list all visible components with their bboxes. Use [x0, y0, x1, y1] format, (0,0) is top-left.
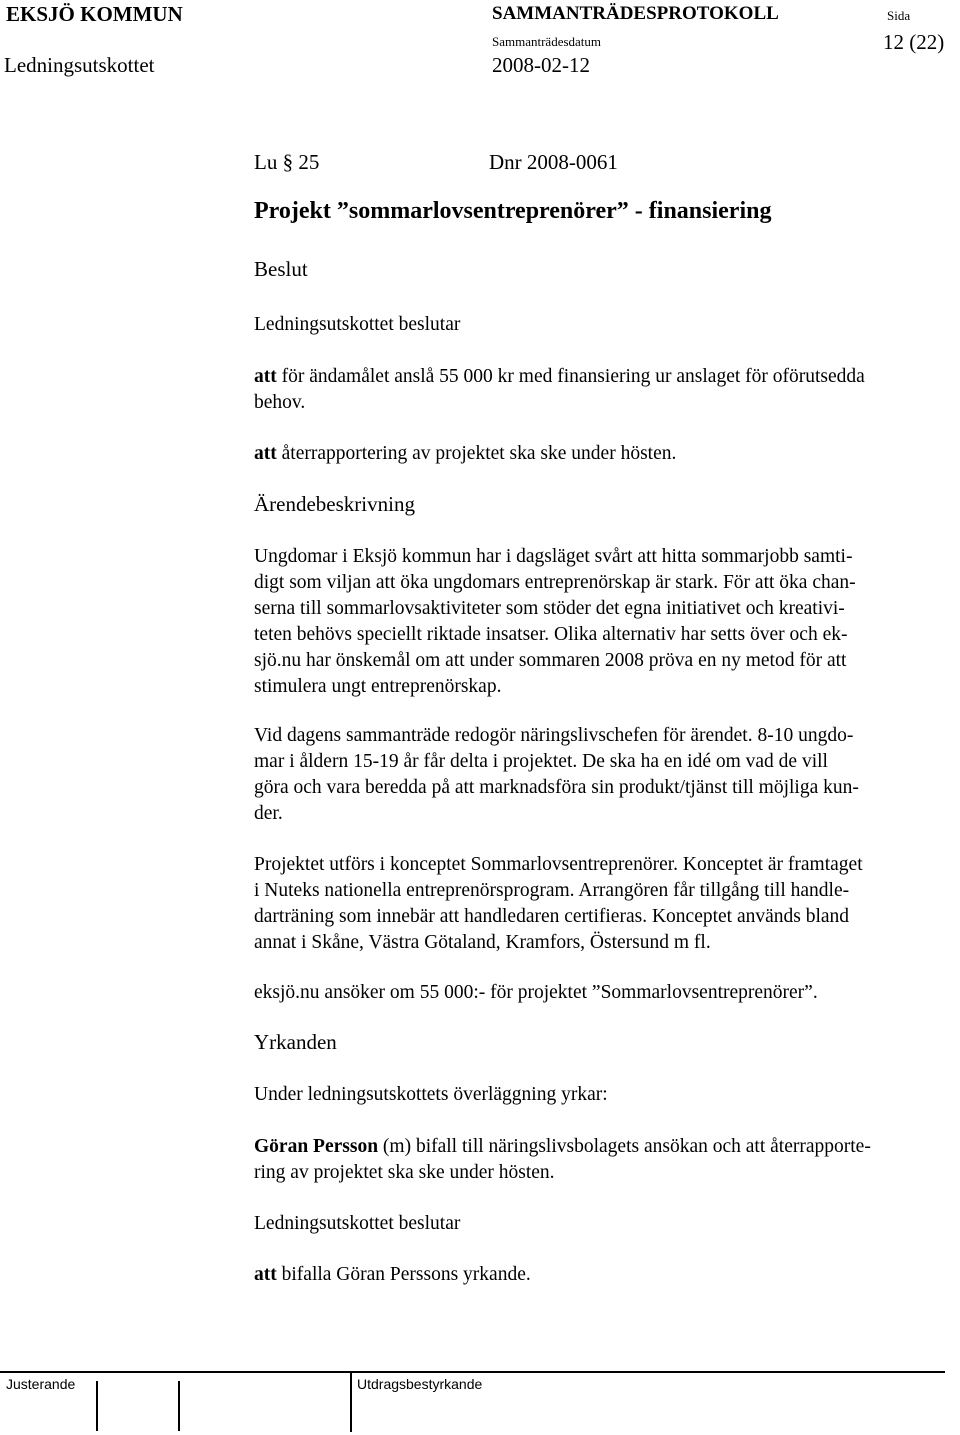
org-name: EKSJÖ KOMMUN	[6, 2, 183, 26]
decision-att-1-line2: behov.	[254, 392, 306, 413]
signature-divider	[178, 1381, 180, 1431]
paragraph-line: teten behövs speciellt riktade insatser. Olika alternativ har setts över och ek-	[254, 624, 848, 645]
claims-intro: Under ledningsutskottets överläggning yrkar:	[254, 1084, 608, 1105]
paragraph-line: serna till sommarlovsaktiviteter som stöder det egna initiativet och kreativi-	[254, 598, 845, 619]
att-word: att	[254, 1264, 277, 1285]
description-paragraph-1	[254, 544, 954, 700]
final-decision-intro: Ledningsutskottet beslutar	[254, 1213, 461, 1234]
final-decision-att	[254, 1262, 531, 1288]
paragraph-line: i Nuteks nationella entreprenörsprogram. Arrangören får tillgång till handle-	[254, 880, 850, 901]
paragraph-line: mar i åldern 15-19 år får delta i projektet. De ska ha en idé om vad de vill	[254, 751, 828, 772]
paragraph-line: digt som viljan att öka ungdomars entreprenörskap är stark. För att öka chan-	[254, 572, 856, 593]
item-title: Projekt ”sommarlovsentreprenörer” - finansiering	[254, 198, 772, 224]
item-number: Lu § 25	[254, 150, 320, 174]
claim-text: (m) bifall till näringslivsbolagets ansökan och att återrapporte-	[378, 1136, 871, 1157]
decision-intro: Ledningsutskottet beslutar	[254, 314, 461, 335]
paragraph-line: Ungdomar i Eksjö kommun har i dagsläget svårt att hitta sommarjobb samti-	[254, 546, 853, 567]
footer-justerande-label: Justerande	[6, 1376, 76, 1392]
att-text: för ändamålet anslå 55 000 kr med finansiering ur anslaget för oförutsedda	[276, 366, 865, 387]
claim-line-1	[254, 1134, 871, 1160]
att-text: bifalla Göran Perssons yrkande.	[276, 1264, 531, 1285]
meeting-date: 2008-02-12	[492, 53, 590, 77]
paragraph-line: Vid dagens sammanträde redogör näringslivschefen för ärendet. 8-10 ungdo-	[254, 725, 854, 746]
paragraph-line: der.	[254, 803, 283, 824]
diary-number: Dnr 2008-0061	[489, 150, 618, 174]
date-label: Sammanträdesdatum	[492, 34, 602, 49]
claims-heading: Yrkanden	[254, 1030, 337, 1054]
paragraph-line: Projektet utförs i konceptet Sommarlovsentreprenörer. Konceptet är framtaget	[254, 854, 863, 875]
paragraph-line: annat i Skåne, Västra Götaland, Kramfors, Östersund m fl.	[254, 932, 711, 953]
description-heading: Ärendebeskrivning	[254, 492, 415, 516]
footer-top-rule	[0, 1371, 945, 1373]
att-word: att	[254, 443, 277, 464]
description-paragraph-4: eksjö.nu ansöker om 55 000:- för projektet ”Sommarlovsentreprenörer”.	[254, 982, 818, 1003]
description-paragraph-3	[254, 852, 954, 956]
paragraph-line: stimulera ungt entreprenörskap.	[254, 676, 502, 697]
description-paragraph-2	[254, 723, 954, 827]
paragraph-line: sjö.nu har önskemål om att under sommaren 2008 pröva en ny metod för att	[254, 650, 847, 671]
paragraph-line: göra och vara beredda på att marknadsföra sin produkt/tjänst till möjliga kun-	[254, 777, 859, 798]
page-number: 12 (22)	[883, 30, 945, 54]
att-word: att	[254, 366, 277, 387]
paragraph-line: darträning som innebär att handledaren certifieras. Konceptet används bland	[254, 906, 850, 927]
decision-heading: Beslut	[254, 257, 308, 281]
claimant-name: Göran Persson	[254, 1136, 379, 1157]
page-label: Sida	[887, 8, 911, 23]
footer-section-divider	[350, 1372, 352, 1432]
footer-utdrag-label: Utdragsbestyrkande	[357, 1376, 483, 1392]
committee-name: Ledningsutskottet	[4, 53, 155, 77]
att-text: återrapportering av projektet ska ske under hösten.	[276, 443, 677, 464]
signature-divider	[96, 1381, 98, 1431]
decision-att-2	[254, 441, 676, 467]
decision-att-1-line1	[254, 364, 865, 390]
claim-line-2: ring av projektet ska ske under hösten.	[254, 1162, 555, 1183]
document-type: SAMMANTRÄDESPROTOKOLL	[492, 3, 779, 24]
